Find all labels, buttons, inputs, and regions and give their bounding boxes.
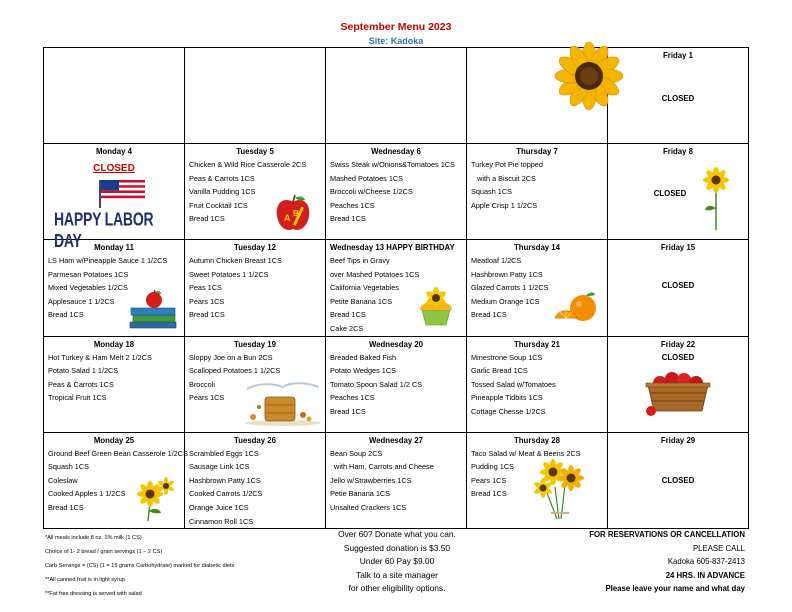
day-cell xyxy=(185,336,326,432)
menu-item: LS Ham w/Pineapple Sauce 1 1/2CS xyxy=(48,256,168,265)
day-heading: Friday 15 xyxy=(660,243,696,252)
menu-item: Pears 1CS xyxy=(189,393,225,403)
site-name: Site: Kadoka xyxy=(368,36,424,46)
footnote: Carb Servings = (CS) (1 = 15 grams Carbohydrate) marked for diabetic diets xyxy=(45,563,235,569)
day-heading: Tuesday 5 xyxy=(236,147,274,156)
day-cell xyxy=(467,336,608,432)
menu-item: Bread 1CS xyxy=(189,310,225,320)
day-cell xyxy=(608,240,749,337)
donation-line: Suggested donation is $3.50 xyxy=(343,542,451,553)
reservation-phone: Kadoka 605-837-2413 xyxy=(667,557,745,567)
day-cell xyxy=(185,144,326,240)
menu-item: Petie Banana 1CS xyxy=(330,489,391,499)
menu-item: Bread 1CS xyxy=(48,502,84,512)
menu-item: Potato Wedges 1CS xyxy=(330,366,396,376)
menu-item: Cooked Apples 1 1/2CS xyxy=(48,489,126,499)
footnote: **All canned fruit is in light syrup xyxy=(45,577,125,583)
day-heading: Wednesday 6 xyxy=(371,147,421,156)
menu-item: Breaded Baked Fish xyxy=(330,352,397,362)
sunflower-icon xyxy=(136,477,176,521)
menu-item: Pears 1CS xyxy=(189,296,225,306)
menu-item: Meatloaf 1/2CS xyxy=(471,256,522,265)
menu-item: Sausage Link 1CS xyxy=(189,462,250,472)
menu-item: Cake 2CS xyxy=(330,323,364,333)
menu-item: Turkey Pot Pie topped xyxy=(471,160,543,169)
day-heading: Friday 8 xyxy=(663,147,693,156)
day-heading: Thursday 7 xyxy=(516,147,558,156)
day-cell xyxy=(44,432,188,529)
menu-item: Parmesan Potatoes 1CS xyxy=(48,269,129,279)
day-cell xyxy=(44,240,185,337)
day-heading: Friday 22 xyxy=(660,339,696,349)
week-row xyxy=(44,48,749,144)
apple-basket-icon xyxy=(644,367,712,417)
menu-item: Peas & Carrots 1CS xyxy=(48,379,114,389)
menu-items xyxy=(326,351,466,419)
day-heading: Tuesday 12 xyxy=(234,243,276,252)
closed-label: CLOSED xyxy=(661,94,695,103)
menu-items xyxy=(467,351,607,419)
menu-item: Coleslaw xyxy=(48,475,78,485)
menu-item: Orange Juice 1CS xyxy=(189,502,249,512)
menu-item: Autumn Chicken Breast 1CS xyxy=(189,256,282,265)
donation-line: Talk to a site manager xyxy=(356,569,438,580)
day-cell xyxy=(608,432,749,529)
menu-item: Sloppy Joe on a Bun 2CS xyxy=(189,352,273,362)
menu-item: Tropical Fruit 1CS xyxy=(48,393,107,403)
day-cell xyxy=(326,240,467,337)
menu-item: Cooked Carrots 1/2CS xyxy=(189,489,263,499)
day-cell-empty xyxy=(326,48,467,144)
menu-item: Pudding 1CS xyxy=(471,462,515,472)
footnotes xyxy=(45,531,234,601)
menu-item: Bread 1CS xyxy=(471,310,507,320)
menu-item: Glazed Carrots 1 1/2CS xyxy=(471,283,549,293)
menu-title: September Menu 2023 xyxy=(340,21,452,33)
menu-item: Apple Crisp 1 1/2CS xyxy=(471,200,538,210)
us-flag-icon xyxy=(99,180,145,208)
menu-item: Peas & Carrots 1CS xyxy=(189,173,255,183)
day-heading: Thursday 28 xyxy=(514,435,560,445)
menu-item: Sweet Potatoes 1 1/2CS xyxy=(189,269,269,279)
day-cell xyxy=(467,432,608,529)
menu-item: with Ham, Carrots and Cheese xyxy=(330,462,434,472)
day-heading: Monday 11 xyxy=(94,243,134,252)
menu-item: Vanilla Pudding 1CS xyxy=(189,187,256,197)
menu-item: Bread 1CS xyxy=(48,310,84,320)
reservation-line: Please leave your name and what day xyxy=(605,584,745,594)
menu-item: Tossed Salad w/Tomatoes xyxy=(471,379,556,389)
day-heading: Thursday 21 xyxy=(514,339,560,349)
week-row xyxy=(44,336,749,432)
day-heading: Wednesday 20 xyxy=(368,339,424,349)
oranges-icon xyxy=(553,290,603,326)
menu-item: Bean Soup 2CS xyxy=(330,448,383,458)
menu-item: Cinnamon Roll 1CS xyxy=(189,516,254,526)
donation-line: Under 60 Pay $9.00 xyxy=(359,556,435,567)
day-heading: Monday 25 xyxy=(93,435,135,445)
menu-item: Swiss Steak w/Onions&Tomatoes 1CS xyxy=(330,160,455,169)
donation-line: for other eligibility options. xyxy=(348,583,446,594)
day-cell xyxy=(326,144,467,240)
menu-item: Bread 1CS xyxy=(330,406,366,416)
menu-item: Pineapple Tidbits 1CS xyxy=(471,393,543,403)
menu-item: Unsalted Crackers 1CS xyxy=(330,502,407,512)
day-cell xyxy=(326,336,467,432)
menu-items xyxy=(185,254,325,322)
reservation-heading: FOR RESERVATIONS OR CANCELLATION xyxy=(589,530,745,539)
menu-item: Squash 1CS xyxy=(48,462,89,472)
menu-item: Broccoli w/Cheese 1/2CS xyxy=(330,187,413,197)
menu-item: Peas 1CS xyxy=(189,283,222,293)
menu-item: Minestrone Soup 1CS xyxy=(471,352,543,362)
closed-label: CLOSED xyxy=(653,189,687,198)
day-heading: Tuesday 19 xyxy=(234,339,276,349)
menu-item: Bread 1CS xyxy=(189,214,225,224)
menu-item: Taco Salad w/ Meat & Beens 2CS xyxy=(471,448,581,458)
menu-item: Applesauce 1 1/2CS xyxy=(48,296,115,306)
menu-item: Cottage Chesse 1/2CS xyxy=(471,406,546,416)
sunflower-icon xyxy=(702,168,730,232)
menu-item: Bread 1CS xyxy=(330,310,366,320)
day-heading: Friday 1 xyxy=(663,51,693,60)
footnote: **Fat free dressing is served with salad xyxy=(45,591,142,597)
menu-item: Scalloped Potatoes 1 1/2CS xyxy=(189,366,281,376)
footnote: *All meals include 8 oz. 1% milk (1 CS) xyxy=(45,535,142,541)
day-heading: Wednesday 27 xyxy=(368,435,424,445)
day-cell-empty xyxy=(467,48,608,144)
day-cell xyxy=(185,240,326,337)
sunflower-icon xyxy=(543,44,611,116)
menu-item: Hot Turkey & Ham Melt 2 1/2CS xyxy=(48,352,152,362)
week-row xyxy=(44,144,749,240)
svg-text:A: A xyxy=(284,213,291,223)
menu-item: Potato Salad 1 1/2CS xyxy=(48,366,119,376)
menu-item: Ground Beef Green Bean Casserole 1/2CS xyxy=(48,448,188,458)
labor-day-banner: HAPPY LABOR DAY xyxy=(54,208,154,252)
day-cell xyxy=(608,336,749,432)
menu-item: Pears 1CS xyxy=(471,475,507,485)
reservation-line: PLEASE CALL xyxy=(692,543,745,553)
day-cell xyxy=(185,432,326,529)
donation-line: Over 60? Donate what you can. xyxy=(338,529,456,539)
menu-calendar xyxy=(43,47,749,529)
menu-item: Beef Tips in Gravy xyxy=(330,256,390,265)
svg-text:B: B xyxy=(293,209,299,218)
menu-items xyxy=(185,447,325,529)
apple-books-icon xyxy=(128,290,180,330)
menu-item: Bread 1CS xyxy=(471,489,507,499)
day-cell xyxy=(608,48,749,144)
menu-item: Jello w/Strawberries 1CS xyxy=(330,475,412,485)
menu-item: with a Biscuit 2CS xyxy=(471,173,536,183)
day-heading: Wednesday 13 HAPPY BIRTHDAY xyxy=(330,243,455,252)
menu-item: Scrambled Eggs 1CS xyxy=(189,448,259,458)
reservation-line: 24 HRS. IN ADVANCE xyxy=(665,570,745,580)
menu-items xyxy=(326,447,466,515)
menu-item: California Vegetables xyxy=(330,283,399,293)
menu-item: Hashbrown Patty 1CS xyxy=(471,269,543,279)
menu-item: Hashbrown Patty 1CS xyxy=(189,475,261,485)
apple-abc-icon xyxy=(273,194,313,234)
menu-items xyxy=(467,158,607,212)
menu-item: Chicken & Wild Rice Casserole 2CS xyxy=(189,160,307,169)
menu-item: Peaches 1CS xyxy=(330,393,375,403)
closed-label: CLOSED xyxy=(661,475,695,485)
menu-item: Peaches 1CS xyxy=(330,200,375,210)
menu-item: Bread 1CS xyxy=(330,214,366,224)
closed-label: CLOSED xyxy=(661,352,695,362)
menu-item: over Mashed Potatoes 1CS xyxy=(330,269,420,279)
day-heading: Tuesday 26 xyxy=(234,435,276,445)
day-cell xyxy=(326,432,467,529)
menu-items xyxy=(44,351,184,405)
menu-item: Broccoli xyxy=(189,379,215,389)
closed-label: CLOSED xyxy=(93,163,135,174)
day-cell xyxy=(467,240,608,337)
hay-bale-icon xyxy=(243,379,323,427)
day-cell-empty xyxy=(44,48,185,144)
sunflower-bouquet-icon xyxy=(529,457,589,523)
closed-label: CLOSED xyxy=(661,281,695,290)
day-heading: Friday 29 xyxy=(660,435,696,445)
day-cell xyxy=(467,144,608,240)
day-cell xyxy=(608,144,749,240)
cupcake-icon xyxy=(416,286,456,326)
menu-item: Garlic Bread 1CS xyxy=(471,366,528,376)
menu-item: Tomato Spoon Salad 1/2 CS xyxy=(330,379,423,389)
reservation-info xyxy=(589,528,745,596)
menu-item: Petite Banana 1CS xyxy=(330,296,393,306)
menu-item: Medium Orange 1CS xyxy=(471,296,540,306)
day-heading: Monday 18 xyxy=(93,339,135,349)
menu-item: Mashed Potatoes 1CS xyxy=(330,173,404,183)
menu-item: Squash 1CS xyxy=(471,187,512,197)
menu-item: Mixed Vegetables 1/2CS xyxy=(48,283,128,293)
day-cell-empty xyxy=(185,48,326,144)
menu-items xyxy=(326,158,466,226)
week-row xyxy=(44,432,749,529)
week-row xyxy=(44,240,749,337)
footnote: Choice of 1- 2 bread / grain servings (1 – 2 CS) xyxy=(45,549,163,555)
donation-info xyxy=(322,528,472,596)
day-heading: Thursday 14 xyxy=(514,243,560,252)
day-heading: Monday 4 xyxy=(96,147,132,156)
menu-item: Fruit Cocktail 1CS xyxy=(189,200,248,210)
day-cell xyxy=(44,336,185,432)
